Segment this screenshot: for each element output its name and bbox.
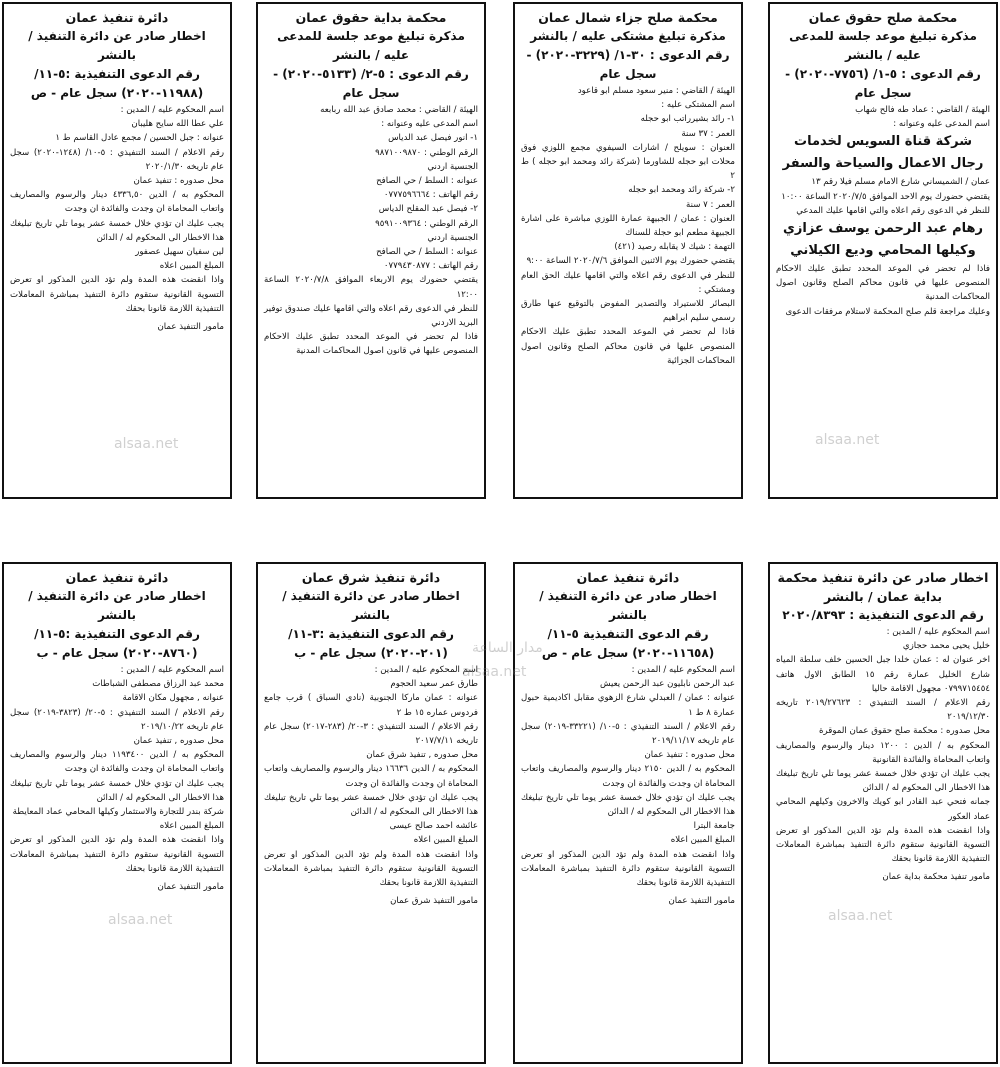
notice-subtitle: اخطار صادر عن دائرة التنفيذ / بالنشر [28, 29, 206, 62]
case-number: رقم الدعوى التنفيذية :٣-١١/ (٢٠١-٢٠٢٠) سجل عام - ب [288, 627, 454, 660]
notice-card [256, 2, 486, 499]
notice-line: اسم المحكوم عليه / المدين : [886, 627, 990, 637]
notice-line: رقم الاعلام / السند التنفيذي : ٢٠١٩/٢٧٦٢٣ تاريخه ٢٠١٩/١٢/٣٠ [776, 698, 990, 723]
notice-line: المبلغ المبين اعلاه [159, 821, 224, 832]
notice-line: ١- انور فيصل عبد الدياس [388, 133, 478, 144]
notice-line: عبد الرحمن نابليون عبد الرحمن يعيش [600, 679, 735, 690]
notice-line: اسم المدعى عليه وعنوانه : [893, 119, 990, 130]
watermark: alsaa.net [462, 664, 527, 680]
notice-title: محكمة صلح حقوق عمان [808, 10, 958, 25]
notice-card [2, 562, 232, 1064]
notice-line: علي عطا الله سايح هليبان [131, 119, 224, 130]
notice-subtitle: مذكرة تبليغ مشتكى عليه / بالنشر [530, 29, 726, 43]
notice-line: للنظر في الدعوى رقم اعلاه والتي اقامها عليك المدعي [796, 205, 990, 216]
notice-footer: مامور التنفيذ عمان [668, 896, 735, 907]
notice-line: واذا انقضت هذه المدة ولم تؤد الدين المذكور او تعرض التسوية القانونية ستقوم دائرة التنفيذ بمباشرة المعاملات التنفيذية اللازمة قانونا بحقك [10, 835, 224, 874]
notice-line: محل صدوره : تنفيذ عمان [644, 750, 735, 761]
notice-line: رقم الاعلام / السند التنفيذي : ٣-٢٠/ (٢٨٣-٢٠١٧) سجل عام تاريخه ٢٠١٧/٧/١١ [264, 721, 479, 747]
notice-line: يجب عليك ان تؤدي خلال خمسة عشر يوما تلي تاريخ تبليغك هذا الاخطار الى المحكوم له / الدائن [10, 778, 224, 803]
notice-footer: مامور تنفيذ محكمة بداية عمان [882, 872, 990, 883]
notice-title: محكمة صلح جزاء شمال عمان [538, 10, 718, 25]
notice-line: وعليك مراجعة قلم صلح المحكمة لاستلام مرفقات الدعوى [785, 306, 990, 317]
notice-line: شركة بندر للتجارة والاستثمار وكيلها المحامي عماد المعايطة [12, 807, 224, 818]
case-number: رقم الدعوى التنفيذية ٥-١١/ (١١٦٥٨-٢٠٢٠) سجل عام - ص [541, 627, 715, 660]
notice-line: عنوانه , مجهول مكان الاقامة [122, 693, 224, 704]
notice-line: الرقم الوطني : ٩٥٩١٠٠٩٣٦٤ [375, 218, 478, 229]
notice-line: اسم المحكوم عليه / المدين : [120, 665, 224, 675]
notice-line: عنوانه : عمان ماركا الجنوبية (نادي السباق ) قرب جامع فردوس عماره ١٥ ط ٢ [264, 693, 478, 718]
case-number: رقم الدعوى : ٥-٢/ (٥١٣٣-٢٠٢٠) - سجل عام [273, 67, 469, 100]
notice-line: للنظر في الدعوى رقم اعلاه والتي اقامها عليك الحق العام ومشتكي : [521, 270, 735, 295]
notice-card [768, 2, 998, 499]
notice-line: الهيئة / القاضي : محمد صادق عبد الله ربابعه [320, 105, 478, 115]
notice-line: يقتضي حضورك يوم الاربعاء الموافق ٢٠٢٠/٧/٨ الساعة ١٢:٠٠ [264, 275, 478, 300]
notice-line: للنظر في الدعوى رقم اعلاه والتي اقامها عليك صندوق توفير البريد الاردني [264, 303, 478, 329]
notice-line: يجب عليك ان تؤدي خلال خمسة عشر يوما تلي تاريخ تبليغك هذا الاخطار الى المحكوم له / الدائن [521, 792, 735, 818]
watermark: مدار الساعة [472, 640, 543, 656]
notice-line: جمانه فتحي عبد القادر ابو كويك والاخرون وكيلهم المحامي عماد العكور [776, 797, 990, 822]
notice-line: يجب عليك ان تؤدي خلال خمسة عشر يوما تلي تاريخ تبليغك هذا الاخطار الى المحكوم له / الدائن [10, 218, 224, 243]
notice-line: العمر : ٧ سنة [686, 199, 735, 210]
notice-line: طارق عمر سعيد الحجوم [390, 679, 478, 690]
notice-line: عنوانه : السلط / حي الصافح [376, 176, 478, 187]
case-number: رقم الدعوى التنفيذية :٥-١١/ (١١٩٨٨-٢٠٢٠) سجل عام - ص [30, 67, 204, 100]
notice-card [256, 562, 486, 1064]
notice-footer: مامور التنفيذ عمان [157, 322, 224, 333]
notice-line: فاذا لم تحضر في الموعد المحدد تطبق عليك الاحكام المنصوص عليها في قانون محاكم الصلح وقانون اصول المحاكمات الجزائية [521, 327, 735, 366]
watermark: alsaa.net [114, 436, 179, 452]
notice-line: اسم المحكوم عليه / المدين : [631, 665, 735, 675]
notice-footer: مامور التنفيذ عمان [157, 882, 224, 893]
notice-line: المبلغ المبين اعلاه [159, 261, 224, 272]
notice-line: العنوان : عمان / الجبيهة عمارة اللوزي مباشرة على اشارة الجبيهة مطعم ابو حجلة للسناك [521, 213, 735, 239]
notice-card [513, 2, 743, 499]
notice-line: ٢- شركة رائد ومحمد ابو حجله [628, 185, 735, 196]
notice-line: يجب عليك ان تؤدي خلال خمسة عشر يوما تلي تاريخ تبليغك هذا الاخطار الى المحكوم له / الدائن [776, 769, 990, 794]
notice-line: اخر عنوان له : عمان خلدا جبل الحسين خلف سلطة المياه شارع الخليل عمارة رقم ١٥ الطابق الاول هاتف ٠٧٩٩٧١٥٤٥٤ مجهول الاقامة حاليا [776, 655, 990, 694]
notice-line: رقم الاعلام / السند التنفيذي : ٥-٢٠/ (٣٨٢٣-٢٠١٩) سجل عام تاريخه ٢٠١٩/١٠/٢٢ [10, 707, 225, 732]
defendant-name: شركة قناة السويس لخدمات رجال الاعمال والسياحة والسفر [782, 134, 984, 172]
notice-line: عنوانه : السلط / حي الصافح [376, 247, 478, 258]
notice-line: اسم المدعى عليه وعنوانه : [381, 119, 478, 130]
notice-line: الجنسية اردني [427, 232, 478, 243]
notice-line: رقم الاعلام / السند التنفيذي : ٥-١٠/ (١٢٤٨-٢٠٢٠) سجل عام تاريخه ٢٠٢٠/١/٣٠ [10, 147, 225, 172]
notice-line: رقم الهاتف : ٠٧٧٧٥٩٦٦٦٤ [383, 190, 478, 201]
notice-line: يجب عليك ان تؤدي خلال خمسة عشر يوما تلي تاريخ تبليغك هذا الاخطار الى المحكوم له / الدائن [264, 792, 478, 818]
notice-line: المحكوم به / الدين ٢١٥٠ دينار والرسوم والمصاريف واتعاب المحاماة ان وجدت والفائدة ان وجدت [521, 764, 735, 789]
notice-line: ٢- فيصل عبد المقلح الدياس [378, 204, 478, 215]
plaintiff-name: رهام عبد الرحمن يوسف عزازي وكيلها المحامي وديع الكيلاني [782, 221, 984, 259]
notice-line: المبلغ المبين اعلاه [670, 835, 735, 846]
notice-line: المبلغ المبين اعلاه [413, 835, 478, 846]
notice-title: اخطار صادر عن دائرة تنفيذ محكمة بداية عمان / بالنشر [777, 570, 989, 604]
notice-line: ١- رائد بشيرراتب ابو حجله [640, 114, 735, 125]
notice-line: الجنسية اردني [427, 161, 478, 172]
notice-line: المحكوم به / الدين : ١٢٠٠ دينار والرسوم والمصاريف واتعاب المحاماة والفائدة القانونية [776, 740, 990, 765]
notice-subtitle: اخطار صادر عن دائرة التنفيذ / بالنشر [539, 589, 717, 622]
watermark: alsaa.net [108, 912, 173, 928]
notice-line: خليل يحيى محمد حجازي [902, 641, 990, 652]
notice-line: واذا انقضت هذه المدة ولم تؤد الدين المذكور او تعرض التسوية القانونية ستقوم دائرة التنفيذ بمباشرة المعاملات التنفيذية اللازمة قانونا بحقك [10, 275, 224, 314]
notice-title: محكمة بداية حقوق عمان [295, 10, 447, 25]
notice-line: فاذا لم تحضر في الموعد المحدد تطبق عليك الاحكام المنصوص عليها في قانون اصول المحاكمات المدنية [264, 332, 478, 357]
notice-line: واذا انقضت هذه المدة ولم تؤد الدين المذكور او تعرض التسوية القانونية ستقوم دائرة التنفيذ بمباشرة المعاملات التنفيذية اللازمة قانونا بحقك [776, 825, 990, 865]
notice-line: العنوان : سويلح / اشارات السيفوي مجمع اللوزي فوق محلات ابو حجله للشاورما (شركة رائد ومحمد ابو حجله ) ط ٢ [521, 142, 735, 182]
case-number: رقم الدعوى التنفيذية :٥-١١/ (٨٧٦٠-٢٠٢٠) سجل عام - ب [34, 627, 200, 660]
notice-line: البصائر للاستيراد والتصدير المفوض بالتوقيع عنها طارق رسمي سليم ابراهيم [521, 299, 735, 324]
case-number: رقم الدعوى : ٥-١/ (٧٧٥٦-٢٠٢٠) - سجل عام [785, 67, 981, 100]
notice-line: لين سفيان سهيل عصفور [135, 247, 224, 258]
notice-line: جامعة البترا [693, 821, 735, 832]
notice-line: محل صدوره , تنفيذ عمان [133, 736, 224, 747]
notice-line: المحكوم به / الدين ٤٣٣٦,٥٠ دينار والرسوم والمصاريف واتعاب المحاماة ان وجدت والفائدة ان وجدت [10, 190, 224, 215]
notice-line: محل صدوره : تنفيذ عمان [133, 176, 224, 187]
notice-title: دائرة تنفيذ شرق عمان [301, 570, 441, 585]
notice-line: الرقم الوطني : ٩٨٧١٠٠٩٨٧٠ [375, 147, 478, 158]
notice-footer: مامور التنفيذ شرق عمان [390, 896, 478, 907]
case-number: رقم الدعوى التنفيذية : ٢٠٢٠/٨٣٩٣ [782, 608, 984, 622]
notice-line: اسم المشتكى عليه : [661, 100, 735, 111]
notice-line: محل صدوره : محكمة صلح حقوق عمان الموقرة [818, 726, 990, 737]
notice-line: عنوانه : جبل الحسين / مجمع عادل القاسم ط ١ [55, 133, 224, 144]
notice-title: دائرة تنفيذ عمان [576, 570, 680, 585]
notice-line: واذا انقضت هذه المدة ولم تؤد الدين المذكور او تعرض التسوية القانونية ستقوم دائرة التنفيذ بمباشرة المعاملات التنفيذية اللازمة قانونا بحقك [521, 849, 735, 889]
notice-line: رقم الهاتف : ٠٧٧٩٤٣٠٨٧٧ [383, 261, 478, 272]
notice-subtitle: اخطار صادر عن دائرة التنفيذ / بالنشر [28, 589, 206, 622]
notice-subtitle: مذكرة تبليغ موعد جلسة للمدعى عليه / بالنشر [789, 29, 977, 62]
notice-card [513, 562, 743, 1064]
notice-line: محمد عبد الرزاق مصطفى الشباطات [92, 679, 224, 690]
notice-title: دائرة تنفيذ عمان [65, 10, 169, 25]
notice-line: يقتضي حضورك يوم الاحد الموافق ٢٠٢٠/٧/٥ الساعة ١٠:٠٠ [781, 191, 990, 202]
notice-line: يقتضي حضورك يوم الاثنين الموافق ٢٠٢٠/٧/٦ الساعة ٩:٠٠ [526, 256, 735, 267]
notice-line: العمر : ٣٧ سنة [681, 128, 735, 139]
notice-line: الهيئة / القاضي : منير سعود مسلم ابو قاعود [577, 86, 735, 96]
notice-line: واذا انقضت هذه المدة ولم تؤد الدين المذكور او تعرض التسوية القانونية ستقوم دائرة التنفيذ بمباشرة المعاملات التنفيذية اللازمة قانونا بحقك [264, 849, 478, 889]
notice-line: اسم المحكوم عليه / المدين : [374, 665, 478, 675]
notice-line: عائشه احمد صالح عيسى [389, 821, 478, 832]
notice-line: المحكوم به / الدين ١١٩٣٤٠٠ دينار والرسوم والمصاريف واتعاب المحاماة ان وجدت والفائدة ان وجدت [10, 750, 224, 775]
notice-subtitle: اخطار صادر عن دائرة التنفيذ / بالنشر [282, 589, 460, 622]
notice-title: دائرة تنفيذ عمان [65, 570, 169, 585]
notice-card [768, 562, 998, 1064]
notice-line: رقم الاعلام / السند التنفيذي : ٥-١٠/ (٣٣٢٢١-٢٠١٩) سجل عام تاريخه ٢٠١٩/١١/١٧ [521, 721, 736, 747]
notice-line: المحكوم به / الدين ١٦٦٣٦ دينار والرسوم والمصاريف واتعاب المحاماة ان وجدت والفائدة ان وجدت [264, 764, 478, 789]
notice-line: محل صدوره , تنفيذ شرق عمان [366, 750, 478, 761]
notice-line: عمان / الشميساني شارع الامام مسلم فيلا رقم ١٣ [811, 177, 990, 188]
watermark: alsaa.net [815, 432, 880, 448]
notice-line: الهيئة / القاضي : عماد طه فالح شهاب [855, 105, 990, 115]
notice-line: فاذا لم تحضر في الموعد المحدد تطبق عليك الاحكام المنصوص عليها في قانون محاكم الصلح وقانون اصول المحاكمات المدنية [776, 264, 990, 303]
watermark: alsaa.net [828, 908, 893, 924]
notice-line: اسم المحكوم عليه / المدين : [120, 105, 224, 115]
notice-line: عنوانه : عمان / العبدلي شارع الزهوي مقابل اكاديمية حبول عمارة ٨ ط ١ [521, 693, 735, 718]
notice-card [2, 2, 232, 499]
case-number: رقم الدعوى : ٣٠-١/ (٣٢٢٩-٢٠٢٠) - سجل عام [526, 48, 730, 81]
notice-subtitle: مذكرة تبليغ موعد جلسة للمدعى عليه / بالنشر [277, 29, 465, 62]
notice-line: التهمة : شيك لا يقابله رصيد (٤٢١) [614, 242, 735, 253]
